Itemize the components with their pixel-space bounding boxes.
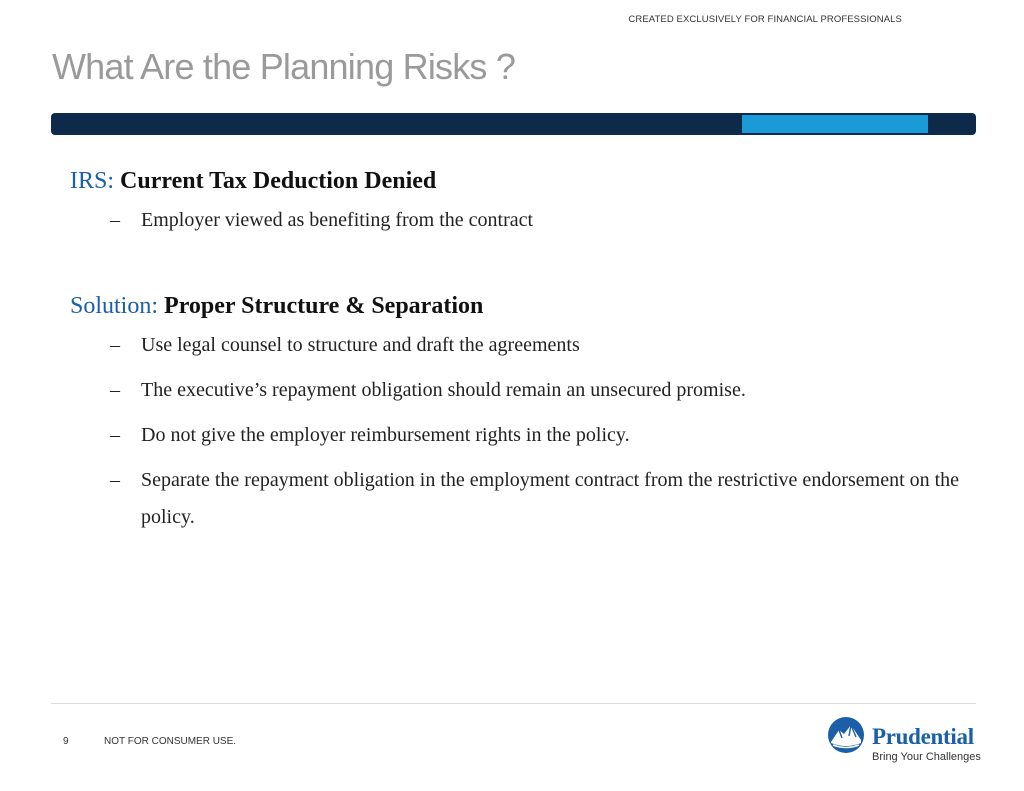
page-number: 9 bbox=[63, 736, 69, 747]
section-irs bbox=[70, 160, 970, 239]
section-heading bbox=[70, 160, 970, 202]
bullet-item bbox=[70, 462, 970, 536]
bullet-dash: – bbox=[110, 424, 120, 446]
title-divider-bar bbox=[51, 113, 976, 135]
bullet-item bbox=[70, 417, 970, 454]
title-bar-accent bbox=[742, 115, 928, 133]
bullet-text: Do not give the employer reimbursement rights in the policy. bbox=[141, 424, 630, 446]
bullet-text: Employer viewed as benefiting from the contract bbox=[141, 209, 534, 231]
bullet-text: Use legal counsel to structure and draft the agreements bbox=[141, 334, 580, 356]
bullet-list bbox=[70, 327, 970, 536]
rock-of-gibraltar-icon bbox=[827, 716, 865, 754]
footer-disclaimer: NOT FOR CONSUMER USE. bbox=[104, 736, 237, 747]
slide-title: What Are the Planning Risks ? bbox=[52, 46, 516, 87]
bullet-item bbox=[70, 202, 970, 239]
bullet-dash: – bbox=[110, 469, 120, 491]
bullet-item bbox=[70, 372, 970, 409]
brand-tagline: Bring Your Challenges bbox=[872, 751, 981, 763]
audience-note: CREATED EXCLUSIVELY FOR FINANCIAL PROFESSIONALS bbox=[628, 14, 902, 25]
slide-content bbox=[70, 160, 970, 544]
section-lead-label: Solution: bbox=[70, 293, 159, 319]
bullet-item bbox=[70, 327, 970, 364]
bullet-dash: – bbox=[110, 209, 120, 231]
section-solution bbox=[70, 285, 970, 536]
bullet-dash: – bbox=[110, 334, 120, 356]
brand-name: Prudential bbox=[872, 724, 974, 749]
section-spacer bbox=[70, 247, 970, 285]
section-heading-text: Current Tax Deduction Denied bbox=[120, 168, 437, 194]
section-lead-label: IRS: bbox=[70, 168, 115, 194]
bullet-dash: – bbox=[110, 379, 120, 401]
bullet-text: The executive’s repayment obligation should remain an unsecured promise. bbox=[141, 379, 746, 401]
brand-logo bbox=[827, 716, 987, 766]
section-heading bbox=[70, 285, 970, 327]
bullet-text: Separate the repayment obligation in the employment contract from the restrictive endorsement on the policy. bbox=[141, 469, 960, 528]
section-heading-text: Proper Structure & Separation bbox=[164, 293, 484, 319]
footer-divider bbox=[51, 703, 976, 704]
bullet-list bbox=[70, 202, 970, 239]
